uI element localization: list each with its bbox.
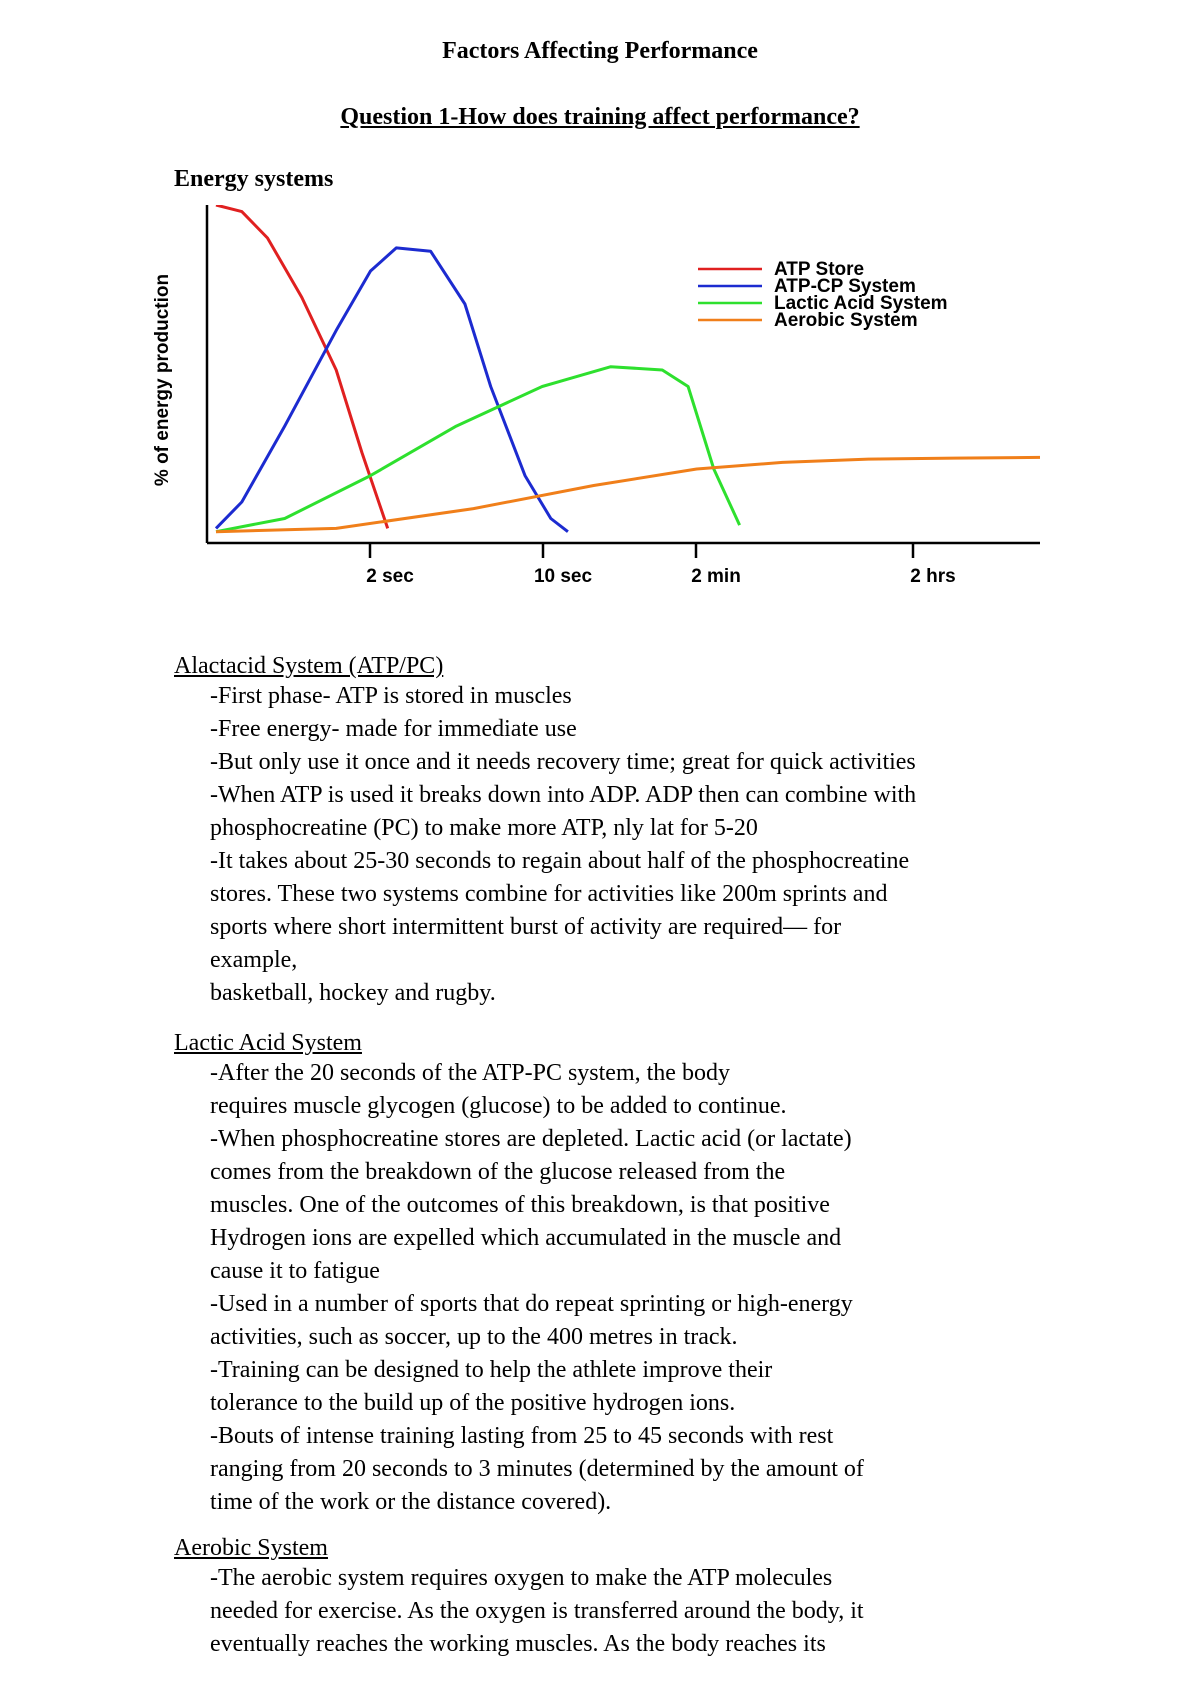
text-line: -The aerobic system requires oxygen to make the ATP molecules: [210, 1565, 833, 1591]
legend-label: ATP-CP System: [774, 276, 916, 297]
text-line: phosphocreatine (PC) to make more ATP, nly lat for 5-20: [210, 815, 758, 841]
text-line: activities, such as soccer, up to the 400 metres in track.: [210, 1324, 738, 1350]
text-line: Hydrogen ions are expelled which accumulated in the muscle and: [210, 1225, 842, 1251]
text-line: -Training can be designed to help the athlete improve their: [210, 1357, 773, 1383]
text-line: example,: [210, 947, 298, 973]
text-line: -Bouts of intense training lasting from 25 to 45 seconds with rest: [210, 1423, 834, 1449]
legend-label: Lactic Acid System: [774, 293, 948, 314]
alactacid-section: [174, 652, 1094, 1010]
energy-systems-chart: [150, 205, 1050, 645]
lactic-acid-section: [174, 1029, 1094, 1519]
text-line: -When ATP is used it breaks down into ADP. ADP then can combine with: [210, 782, 917, 808]
text-line: comes from the breakdown of the glucose released from the: [210, 1159, 786, 1185]
legend-label: ATP Store: [774, 259, 865, 280]
text-line: needed for exercise. As the oxygen is transferred around the body, it: [210, 1598, 864, 1624]
text-line: basketball, hockey and rugby.: [210, 980, 496, 1006]
text-line: -After the 20 seconds of the ATP-PC system, the body: [210, 1060, 730, 1086]
text-line: ranging from 20 seconds to 3 minutes (determined by the amount of: [210, 1456, 864, 1482]
x-tick-label: 10 sec: [533, 566, 593, 587]
section-heading: Aerobic System: [174, 1535, 328, 1561]
section-heading: Alactacid System (ATP/PC): [174, 653, 444, 679]
legend-label: Aerobic System: [774, 310, 918, 331]
section-heading: Lactic Acid System: [174, 1030, 362, 1056]
text-line: -But only use it once and it needs recovery time; great for quick activities: [210, 749, 916, 775]
text-line: -When phosphocreatine stores are depleted. Lactic acid (or lactate): [210, 1126, 852, 1152]
series-line-aerobic-system: [216, 457, 1040, 531]
question-heading: Question 1-How does training affect performance?: [340, 104, 860, 130]
x-tick-label: 2 min: [691, 566, 741, 587]
y-axis-label: % of energy production: [152, 273, 173, 487]
text-line: time of the work or the distance covered).: [210, 1489, 612, 1515]
series-line-atp-cp-system: [216, 248, 568, 532]
text-line: -Free energy- made for immediate use: [210, 716, 577, 742]
text-line: eventually reaches the working muscles. As the body reaches its: [210, 1631, 826, 1657]
aerobic-section: [174, 1534, 1094, 1661]
text-line: stores. These two systems combine for activities like 200m sprints and: [210, 881, 888, 907]
text-line: -Used in a number of sports that do repeat sprinting or high-energy: [210, 1291, 853, 1317]
energy-systems-heading: Energy systems: [174, 166, 334, 192]
text-line: -It takes about 25-30 seconds to regain about half of the phosphocreatine: [210, 848, 910, 874]
text-line: requires muscle glycogen (glucose) to be added to continue.: [210, 1093, 787, 1119]
text-line: sports where short intermittent burst of activity are required— for: [210, 914, 842, 940]
text-line: muscles. One of the outcomes of this breakdown, is that positive: [210, 1192, 830, 1218]
x-tick-label: 2 hrs: [910, 566, 956, 587]
x-tick-label: 2 sec: [366, 566, 414, 587]
document-title: Factors Affecting Performance: [442, 38, 758, 64]
text-line: tolerance to the build up of the positive hydrogen ions.: [210, 1390, 736, 1416]
text-line: -First phase- ATP is stored in muscles: [210, 683, 572, 709]
text-line: cause it to fatigue: [210, 1258, 380, 1284]
